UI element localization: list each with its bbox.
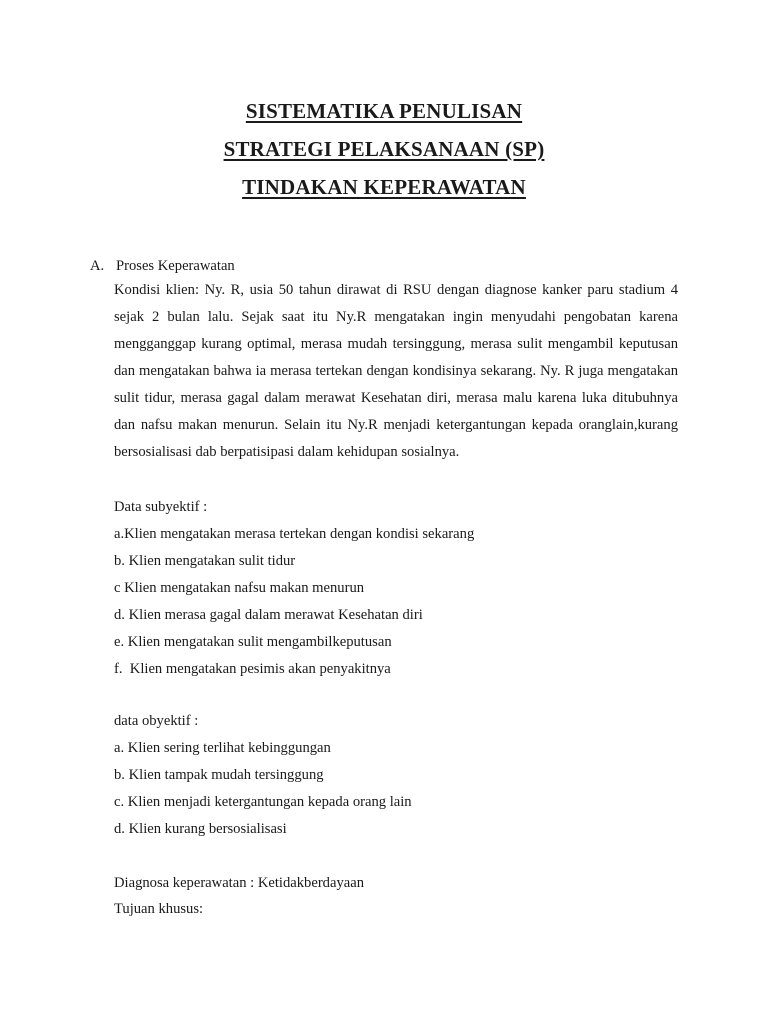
objective-item: a. Klien sering terlihat kebinggungan	[114, 740, 331, 756]
title-line-1: SISTEMATIKA PENULISAN	[245, 99, 523, 123]
objective-item: d. Klien kurang bersosialisasi	[114, 821, 287, 837]
document-title	[0, 92, 768, 206]
objective-item: c. Klien menjadi ketergantungan kepada orang lain	[114, 794, 412, 810]
subjective-item: f. Klien mengatakan pesimis akan penyakitnya	[114, 661, 391, 677]
objective-item: b. Klien tampak mudah tersinggung	[114, 767, 324, 783]
subjective-item: e. Klien mengatakan sulit mengambilkeputusan	[114, 634, 392, 650]
section-heading-text: Proses Keperawatan	[116, 258, 235, 274]
section-letter: A.	[90, 258, 105, 274]
nursing-diagnosis: Diagnosa keperawatan : Ketidakberdayaan	[114, 875, 365, 891]
subjective-item: b. Klien mengatakan sulit tidur	[114, 553, 296, 569]
subjective-data-heading: Data subyektif :	[114, 499, 208, 515]
section-a-heading	[90, 256, 680, 276]
title-line-2: STRATEGI PELAKSANAAN (SP)	[223, 137, 545, 161]
subjective-item: d. Klien merasa gagal dalam merawat Kesehatan diri	[114, 607, 423, 623]
title-line-3: TINDAKAN KEPERAWATAN	[242, 175, 526, 199]
specific-goal-heading: Tujuan khusus:	[114, 901, 204, 917]
objective-data-heading: data obyektif :	[114, 713, 199, 729]
subjective-item: a.Klien mengatakan merasa tertekan dengan kondisi sekarang	[114, 526, 475, 542]
case-description-paragraph: Kondisi klien: Ny. R, usia 50 tahun dirawat di RSU dengan diagnose kanker paru stadium 4 sejak 2 bulan lalu. Sejak saat itu Ny.R mengatakan ingin menyudahi pengobatan karena mengganggap kurang optimal, merasa mudah tersinggung, merasa sulit mengambil keputusan dan mengatakan bahwa ia merasa tertekan dengan kondisinya sekarang. Ny. R juga mengatakan sulit tidur, merasa gagal dalam merawat Kesehatan diri, merasa malu karena luka ditubuhnya dan nafsu makan menurun. Selain itu Ny.R menjadi ketergantungan kepada oranglain,kurang bersosialisasi dab berpatisipasi dalam kehidupan sosialnya.	[114, 282, 678, 460]
subjective-item: c Klien mengatakan nafsu makan menurun	[114, 580, 365, 596]
